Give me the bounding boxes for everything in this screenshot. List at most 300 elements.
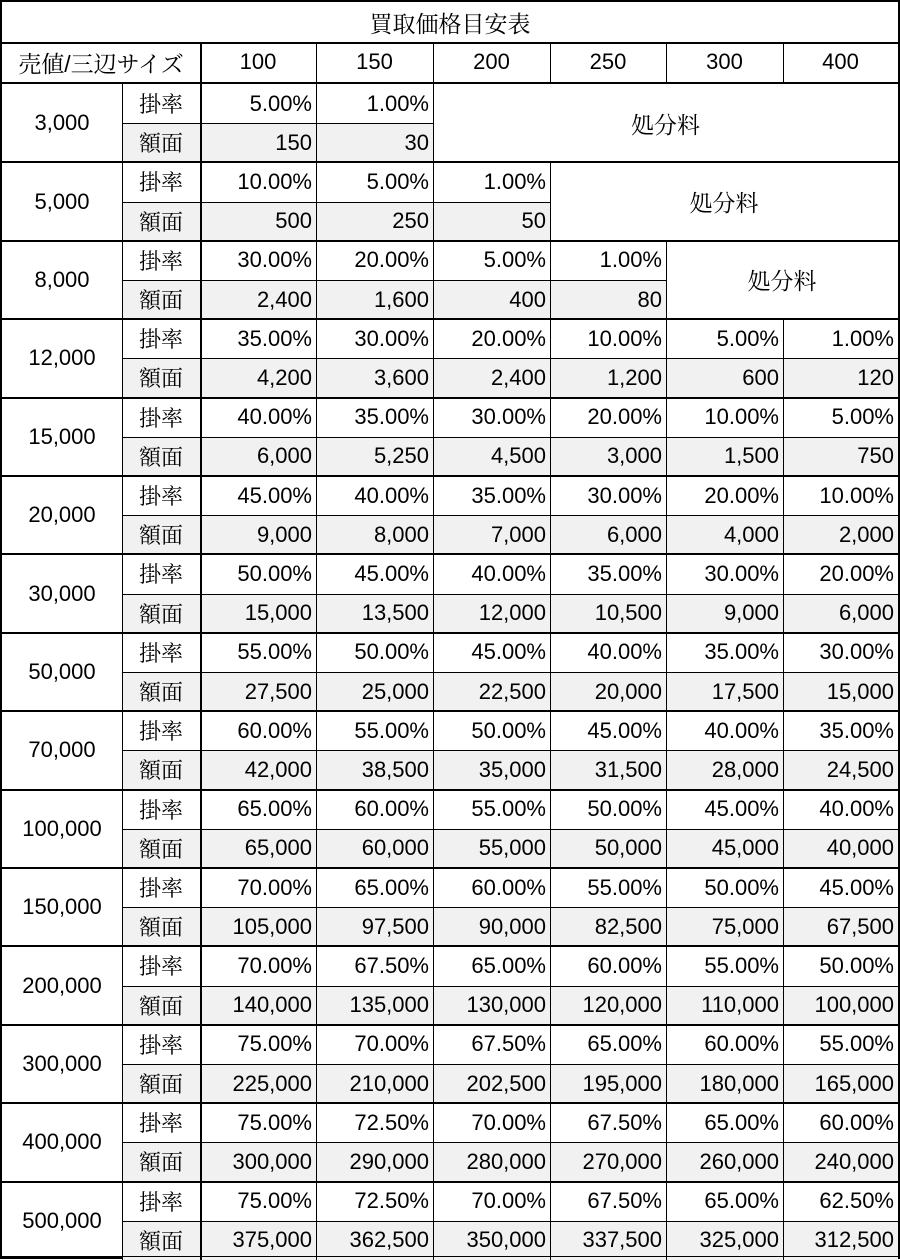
- amount-cell: 9,000: [666, 594, 783, 633]
- rate-label: 掛率: [138, 797, 183, 823]
- amount-cell: 20,000: [550, 672, 666, 711]
- rate-cell: 5.00%: [716, 325, 779, 351]
- grid-line: [200, 241, 202, 319]
- grid-line: [550, 1182, 551, 1260]
- grid-line: [122, 594, 898, 595]
- amount-cell: 35,000: [433, 750, 550, 789]
- corner-label: 売値/三辺サイズ: [18, 50, 184, 77]
- rate-cell: 50.00%: [819, 952, 894, 978]
- size-header: 400: [822, 49, 859, 74]
- rate-cell: 40.00%: [587, 639, 662, 665]
- rate-cell: 30.00%: [354, 325, 429, 351]
- grid-line: [783, 1182, 784, 1260]
- rate-cell: 75.00%: [237, 1188, 312, 1214]
- grid-line: [666, 868, 667, 946]
- amount-cell: 42,000: [200, 750, 316, 789]
- grid-line: [550, 711, 551, 789]
- grid-line: [122, 672, 898, 673]
- grid-line: [122, 907, 898, 908]
- grid-line: [122, 515, 898, 516]
- amount-cell: 202,500: [433, 1064, 550, 1103]
- sale-price: 5,000: [34, 188, 90, 214]
- rate-cell: 10.00%: [704, 404, 779, 430]
- grid-line: [316, 319, 317, 397]
- rate-cell: 50.00%: [704, 874, 779, 900]
- rate-cell: 60.00%: [819, 1109, 894, 1135]
- grid-line: [550, 790, 551, 868]
- amount-cell: 15,000: [200, 594, 316, 633]
- grid-line: [2, 553, 898, 555]
- grid-line: [316, 476, 317, 554]
- grid-line: [666, 633, 667, 711]
- grid-line: [783, 398, 784, 476]
- rate-label: 掛率: [138, 170, 183, 196]
- rate-cell: 20.00%: [704, 482, 779, 508]
- rate-cell: 5.00%: [366, 168, 429, 194]
- amount-cell: 270,000: [550, 1142, 666, 1181]
- grid-line: [122, 946, 123, 1024]
- grid-line: [2, 1102, 898, 1104]
- grid-line: [2, 789, 898, 791]
- rate-cell: 70.00%: [354, 1031, 429, 1057]
- sale-price: 3,000: [34, 110, 90, 136]
- grid-line: [550, 868, 551, 946]
- rate-cell: 5.00%: [483, 247, 546, 273]
- amount-cell: 6,000: [783, 594, 898, 633]
- grid-line: [122, 790, 123, 868]
- rate-label: 掛率: [138, 562, 183, 588]
- grid-line: [200, 42, 202, 84]
- rate-label: 掛率: [138, 640, 183, 666]
- amount-cell: 3,000: [550, 437, 666, 476]
- rate-label: 掛率: [138, 248, 183, 274]
- grid-line: [122, 476, 123, 554]
- grid-line: [550, 319, 551, 397]
- grid-line: [122, 1025, 123, 1103]
- grid-line: [200, 398, 202, 476]
- amount-cell: 15,000: [783, 672, 898, 711]
- rate-cell: 50.00%: [237, 560, 312, 586]
- amount-cell: 135,000: [316, 986, 433, 1025]
- grid-line: [783, 633, 784, 711]
- amount-label: 額面: [122, 986, 200, 1025]
- amount-label: 額面: [122, 672, 200, 711]
- amount-label: 額面: [122, 750, 200, 789]
- amount-cell: 2,000: [783, 515, 898, 554]
- grid-line: [433, 1103, 434, 1181]
- grid-line: [666, 554, 667, 632]
- grid-line: [200, 476, 202, 554]
- rate-cell: 55.00%: [704, 952, 779, 978]
- grid-line: [433, 633, 434, 711]
- grid-line: [200, 790, 202, 868]
- grid-line: [666, 1182, 667, 1260]
- rate-label: 掛率: [138, 719, 183, 745]
- rate-cell: 10.00%: [237, 168, 312, 194]
- grid-line: [316, 42, 317, 84]
- amount-cell: 25,000: [316, 672, 433, 711]
- grid-line: [122, 986, 898, 987]
- amount-cell: 17,500: [666, 672, 783, 711]
- rate-cell: 60.00%: [704, 1031, 779, 1057]
- sale-price: 300,000: [22, 1050, 102, 1076]
- grid-line: [433, 42, 434, 84]
- grid-line: [783, 1025, 784, 1103]
- amount-cell: 6,000: [200, 437, 316, 476]
- rate-cell: 45.00%: [704, 796, 779, 822]
- grid-line: [783, 554, 784, 632]
- sale-price: 70,000: [28, 737, 96, 763]
- grid-line: [2, 42, 898, 44]
- amount-label: 額面: [122, 123, 200, 162]
- rate-cell: 5.00%: [249, 90, 312, 116]
- rate-cell: 72.50%: [354, 1109, 429, 1135]
- amount-cell: 90,000: [433, 907, 550, 946]
- grid-line: [2, 240, 898, 242]
- grid-line: [200, 868, 202, 946]
- size-header: 300: [706, 49, 743, 74]
- grid-line: [433, 790, 434, 868]
- grid-line: [316, 1182, 317, 1260]
- amount-cell: 225,000: [200, 1064, 316, 1103]
- amount-cell: 140,000: [200, 986, 316, 1025]
- rate-cell: 35.00%: [819, 717, 894, 743]
- disposal-cell: 処分料: [689, 190, 759, 217]
- amount-label: 額面: [122, 1142, 200, 1181]
- rate-cell: 30.00%: [587, 482, 662, 508]
- grid-line: [316, 633, 317, 711]
- grid-line: [122, 554, 123, 632]
- grid-line: [666, 319, 667, 397]
- amount-cell: 67,500: [783, 907, 898, 946]
- rate-cell: 55.00%: [471, 796, 546, 822]
- rate-cell: 50.00%: [587, 796, 662, 822]
- grid-line: [550, 398, 551, 476]
- rate-cell: 1.00%: [599, 247, 662, 273]
- grid-line: [316, 84, 317, 162]
- rate-cell: 35.00%: [354, 404, 429, 430]
- grid-line: [2, 318, 898, 320]
- amount-cell: 240,000: [783, 1142, 898, 1181]
- grid-line: [433, 711, 434, 789]
- rate-cell: 1.00%: [366, 90, 429, 116]
- grid-line: [783, 868, 784, 946]
- amount-cell: 12,000: [433, 594, 550, 633]
- grid-line: [550, 476, 551, 554]
- grid-line: [122, 123, 433, 124]
- amount-cell: 55,000: [433, 829, 550, 868]
- amount-cell: 50,000: [550, 829, 666, 868]
- grid-line: [433, 946, 434, 1024]
- grid-line: [783, 790, 784, 868]
- grid-line: [666, 476, 667, 554]
- rate-cell: 5.00%: [831, 404, 894, 430]
- amount-cell: 280,000: [433, 1142, 550, 1181]
- rate-cell: 67.50%: [471, 1031, 546, 1057]
- grid-line: [316, 1103, 317, 1181]
- rate-cell: 50.00%: [471, 717, 546, 743]
- amount-cell: 30: [316, 123, 433, 162]
- size-header: 250: [589, 49, 627, 74]
- rate-cell: 35.00%: [237, 325, 312, 351]
- amount-cell: 31,500: [550, 750, 666, 789]
- rate-cell: 30.00%: [819, 639, 894, 665]
- grid-line: [122, 633, 123, 711]
- rate-cell: 30.00%: [237, 247, 312, 273]
- rate-label: 掛率: [138, 876, 183, 902]
- rate-cell: 55.00%: [587, 874, 662, 900]
- rate-cell: 55.00%: [354, 717, 429, 743]
- grid-line: [122, 711, 123, 789]
- grid-line: [433, 1182, 434, 1260]
- sale-price: 150,000: [22, 894, 102, 920]
- amount-cell: 100,000: [783, 986, 898, 1025]
- rate-cell: 40.00%: [237, 404, 312, 430]
- grid-line: [200, 1182, 202, 1260]
- grid-line: [122, 829, 898, 830]
- rate-cell: 10.00%: [587, 325, 662, 351]
- amount-cell: 130,000: [433, 986, 550, 1025]
- amount-cell: 9,000: [200, 515, 316, 554]
- amount-cell: 250: [316, 202, 433, 241]
- size-header: 200: [473, 49, 510, 74]
- grid-line: [433, 554, 434, 632]
- amount-cell: 75,000: [666, 907, 783, 946]
- amount-cell: 10,500: [550, 594, 666, 633]
- rate-cell: 72.50%: [354, 1188, 429, 1214]
- disposal-cell: 処分料: [747, 268, 817, 295]
- rate-cell: 35.00%: [587, 560, 662, 586]
- rate-cell: 20.00%: [354, 247, 429, 273]
- amount-cell: 337,500: [550, 1221, 666, 1260]
- grid-line: [200, 84, 202, 162]
- amount-cell: 7,000: [433, 515, 550, 554]
- amount-cell: 4,500: [433, 437, 550, 476]
- amount-cell: 750: [783, 437, 898, 476]
- size-header: 100: [239, 49, 277, 74]
- rate-cell: 35.00%: [471, 482, 546, 508]
- amount-cell: 38,500: [316, 750, 433, 789]
- grid-line: [433, 162, 434, 240]
- amount-cell: 362,500: [316, 1221, 433, 1260]
- sale-price: 8,000: [34, 266, 90, 292]
- grid-line: [783, 476, 784, 554]
- grid-line: [550, 946, 551, 1024]
- rate-cell: 20.00%: [471, 325, 546, 351]
- rate-cell: 1.00%: [483, 168, 546, 194]
- rate-cell: 45.00%: [237, 482, 312, 508]
- grid-line: [550, 633, 551, 711]
- rate-cell: 40.00%: [704, 717, 779, 743]
- grid-line: [783, 946, 784, 1024]
- grid-line: [316, 1025, 317, 1103]
- amount-cell: 50: [433, 202, 550, 241]
- amount-cell: 22,500: [433, 672, 550, 711]
- grid-line: [2, 161, 898, 163]
- rate-label: 掛率: [138, 405, 183, 431]
- grid-line: [666, 1103, 667, 1181]
- grid-line: [122, 319, 123, 397]
- amount-cell: 120,000: [550, 986, 666, 1025]
- grid-line: [550, 1103, 551, 1181]
- rate-cell: 35.00%: [704, 639, 779, 665]
- grid-line: [550, 1025, 551, 1103]
- rate-cell: 67.50%: [587, 1188, 662, 1214]
- sale-price: 12,000: [28, 345, 96, 371]
- grid-line: [316, 554, 317, 632]
- rate-cell: 45.00%: [354, 560, 429, 586]
- grid-line: [433, 1025, 434, 1103]
- sale-price: 30,000: [28, 580, 96, 606]
- rate-cell: 60.00%: [237, 717, 312, 743]
- rate-cell: 60.00%: [354, 796, 429, 822]
- rate-cell: 62.50%: [819, 1188, 894, 1214]
- amount-cell: 2,400: [200, 280, 316, 319]
- amount-cell: 312,500: [783, 1221, 898, 1260]
- rate-cell: 45.00%: [819, 874, 894, 900]
- rate-cell: 1.00%: [831, 325, 894, 351]
- grid-line: [200, 319, 202, 397]
- grid-line: [433, 868, 434, 946]
- grid-line: [200, 946, 202, 1024]
- rate-cell: 70.00%: [237, 874, 312, 900]
- amount-label: 額面: [122, 280, 200, 319]
- grid-line: [316, 398, 317, 476]
- grid-line: [2, 710, 898, 712]
- amount-cell: 60,000: [316, 829, 433, 868]
- size-header: 150: [356, 49, 393, 74]
- sale-price: 100,000: [22, 815, 102, 841]
- rate-cell: 60.00%: [471, 874, 546, 900]
- amount-cell: 600: [666, 358, 783, 397]
- grid-line: [122, 437, 898, 438]
- grid-line: [433, 319, 434, 397]
- sale-price: 400,000: [22, 1129, 102, 1155]
- rate-label: 掛率: [138, 92, 183, 118]
- rate-cell: 45.00%: [587, 717, 662, 743]
- grid-line: [122, 202, 550, 203]
- amount-label: 額面: [122, 594, 200, 633]
- grid-line: [666, 398, 667, 476]
- rate-cell: 67.50%: [354, 952, 429, 978]
- grid-line: [2, 945, 898, 947]
- rate-cell: 65.00%: [237, 796, 312, 822]
- grid-line: [122, 398, 123, 476]
- grid-line: [2, 475, 898, 477]
- grid-line: [666, 241, 667, 319]
- rate-cell: 30.00%: [704, 560, 779, 586]
- grid-line: [200, 1025, 202, 1103]
- grid-line: [2, 1256, 898, 1257]
- grid-line: [316, 241, 317, 319]
- amount-cell: 350,000: [433, 1221, 550, 1260]
- rate-cell: 65.00%: [471, 952, 546, 978]
- amount-cell: 27,500: [200, 672, 316, 711]
- amount-label: 額面: [122, 1064, 200, 1103]
- rate-cell: 20.00%: [587, 404, 662, 430]
- grid-line: [316, 790, 317, 868]
- amount-cell: 290,000: [316, 1142, 433, 1181]
- amount-cell: 3,600: [316, 358, 433, 397]
- grid-line: [783, 1103, 784, 1181]
- grid-line: [200, 162, 202, 240]
- amount-cell: 1,600: [316, 280, 433, 319]
- rate-cell: 40.00%: [471, 560, 546, 586]
- amount-cell: 195,000: [550, 1064, 666, 1103]
- amount-cell: 325,000: [666, 1221, 783, 1260]
- rate-cell: 65.00%: [704, 1188, 779, 1214]
- amount-cell: 1,200: [550, 358, 666, 397]
- sale-price: 200,000: [22, 972, 102, 998]
- sale-price: 500,000: [22, 1207, 102, 1233]
- amount-cell: 45,000: [666, 829, 783, 868]
- grid-line: [200, 1103, 202, 1181]
- amount-label: 額面: [122, 202, 200, 241]
- grid-line: [2, 1024, 898, 1026]
- amount-cell: 6,000: [550, 515, 666, 554]
- grid-line: [550, 162, 551, 240]
- rate-cell: 65.00%: [587, 1031, 662, 1057]
- grid-line: [666, 946, 667, 1024]
- grid-line: [433, 84, 434, 162]
- rate-cell: 60.00%: [587, 952, 662, 978]
- grid-line: [122, 1182, 123, 1260]
- grid-line: [200, 711, 202, 789]
- rate-cell: 10.00%: [819, 482, 894, 508]
- grid-line: [550, 241, 551, 319]
- amount-label: 額面: [122, 907, 200, 946]
- amount-cell: 28,000: [666, 750, 783, 789]
- amount-cell: 500: [200, 202, 316, 241]
- grid-line: [122, 750, 898, 751]
- amount-cell: 8,000: [316, 515, 433, 554]
- amount-cell: 150: [200, 123, 316, 162]
- amount-cell: 80: [550, 280, 666, 319]
- rate-cell: 50.00%: [354, 639, 429, 665]
- grid-line: [122, 162, 123, 240]
- rate-cell: 75.00%: [237, 1109, 312, 1135]
- grid-line: [666, 1025, 667, 1103]
- grid-line: [433, 476, 434, 554]
- grid-line: [122, 1064, 898, 1065]
- amount-cell: 82,500: [550, 907, 666, 946]
- amount-label: 額面: [122, 515, 200, 554]
- grid-line: [783, 42, 784, 84]
- amount-cell: 300,000: [200, 1142, 316, 1181]
- amount-cell: 24,500: [783, 750, 898, 789]
- amount-cell: 110,000: [666, 986, 783, 1025]
- rate-label: 掛率: [138, 954, 183, 980]
- rate-cell: 70.00%: [237, 952, 312, 978]
- amount-label: 額面: [122, 358, 200, 397]
- rate-cell: 75.00%: [237, 1031, 312, 1057]
- grid-line: [433, 241, 434, 319]
- rate-cell: 70.00%: [471, 1188, 546, 1214]
- grid-line: [2, 632, 898, 634]
- grid-line: [666, 790, 667, 868]
- grid-line: [122, 1103, 123, 1181]
- rate-label: 掛率: [138, 1032, 183, 1058]
- grid-line: [316, 868, 317, 946]
- grid-line: [2, 1181, 898, 1183]
- rate-label: 掛率: [138, 1189, 183, 1215]
- rate-cell: 40.00%: [354, 482, 429, 508]
- grid-line: [122, 241, 123, 319]
- rate-cell: 55.00%: [819, 1031, 894, 1057]
- amount-cell: 165,000: [783, 1064, 898, 1103]
- disposal-cell: 処分料: [631, 111, 700, 138]
- rate-cell: 30.00%: [471, 404, 546, 430]
